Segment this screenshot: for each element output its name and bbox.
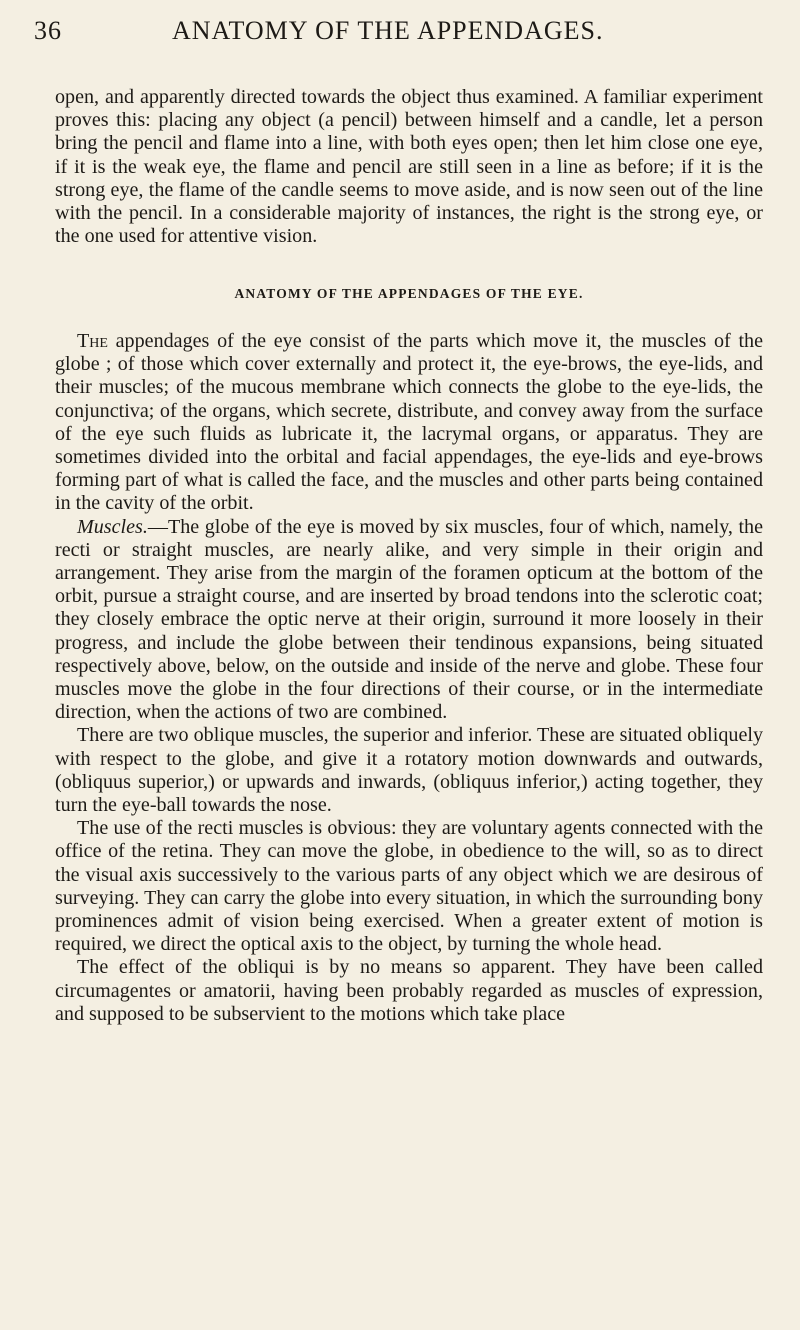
lead-word: The bbox=[77, 330, 108, 352]
running-title: ANATOMY OF THE APPENDAGES. bbox=[172, 16, 604, 45]
paragraph-continued: open, and apparently directed towards the object thus examined. A familiar experiment proves this: placing any object (a pencil) between himself and a candle, let a person bring the pencil and flame into a line, with both eyes open; then let him close one eye, if it is the weak eye, the flame and pencil are still seen in a line as before; if it is the strong eye, the flame of the candle seems to move aside, and is now seen out of the line with the pencil. In a considerable majority of instances, the right is the strong eye, or the one used for attentive vision. bbox=[55, 86, 763, 248]
muscles-lead-in: Muscles. bbox=[77, 515, 148, 538]
paragraph-recti-use: The use of the recti muscles is obvious: they are voluntary agents connected with the office of the retina. They can move the globe, in obedience to the will, so as to direct the visual axis successively to the various parts of any object which we are desirous of surveying. They can carry the globe into every situation, in which the surrounding bony prominences admit of vision being exercised. When a greater extent of motion is required, we direct the optical axis to the object, by turning the whole head. bbox=[55, 817, 763, 956]
paragraph-muscles-text: —The globe of the eye is moved by six muscles, four of which, namely, the recti or straight muscles, are nearly alike, and very simple in their origin and arrangement. They arise from the margin of the foramen opticum at the bottom of the orbit, pursue a straight course, and are inserted by broad tendons into the sclerotic coat; they closely embrace the optic nerve at their origin, surround it more loosely in their progress, and include the globe between their tendinous expansions, being situated respectively above, below, on the outside and inside of the nerve and globe. These four muscles move the globe in the four directions of their course, or in the intermediate direction, when the actions of two are combined. bbox=[55, 515, 763, 724]
paragraph-appendages-text: appendages of the eye consist of the parts which move it, the muscles of the globe ; of those which cover externally and protect it, the eye-brows, the eye-lids, and their muscles; of the mucous membrane which connects the globe to the eye-lids, the conjunctiva; of the organs, which secrete, distribute, and convey away from the surface of the eye such fluids as lubricate it, the lacrymal organs, or apparatus. They are sometimes divided into the orbital and facial appendages, the eye-lids and eye-brows forming part of what is called the face, and the muscles and other parts being contained in the cavity of the orbit. bbox=[55, 330, 763, 515]
paragraph-oblique-muscles: There are two oblique muscles, the superior and inferior. These are situated obliquely with respect to the globe, and give it a rotatory motion downwards and outwards, (obliquus superior,) or upwards and inwards, (obliquus inferior,) acting together, they turn the eye-ball towards the nose. bbox=[55, 724, 763, 817]
section-heading: ANATOMY OF THE APPENDAGES OF THE EYE. bbox=[234, 286, 584, 301]
paragraph-obliqui-effect: The effect of the obliqui is by no means so apparent. They have been called circumagentes or amatorii, having been probably regarded as muscles of expression, and supposed to be subservient to the motions which take place bbox=[55, 956, 763, 1025]
section-body bbox=[55, 330, 763, 1026]
running-header bbox=[34, 16, 774, 56]
page-number: 36 bbox=[34, 16, 62, 45]
paragraph-appendages bbox=[55, 330, 763, 516]
continued-paragraph-block bbox=[55, 86, 763, 248]
paragraph-muscles bbox=[55, 516, 763, 725]
